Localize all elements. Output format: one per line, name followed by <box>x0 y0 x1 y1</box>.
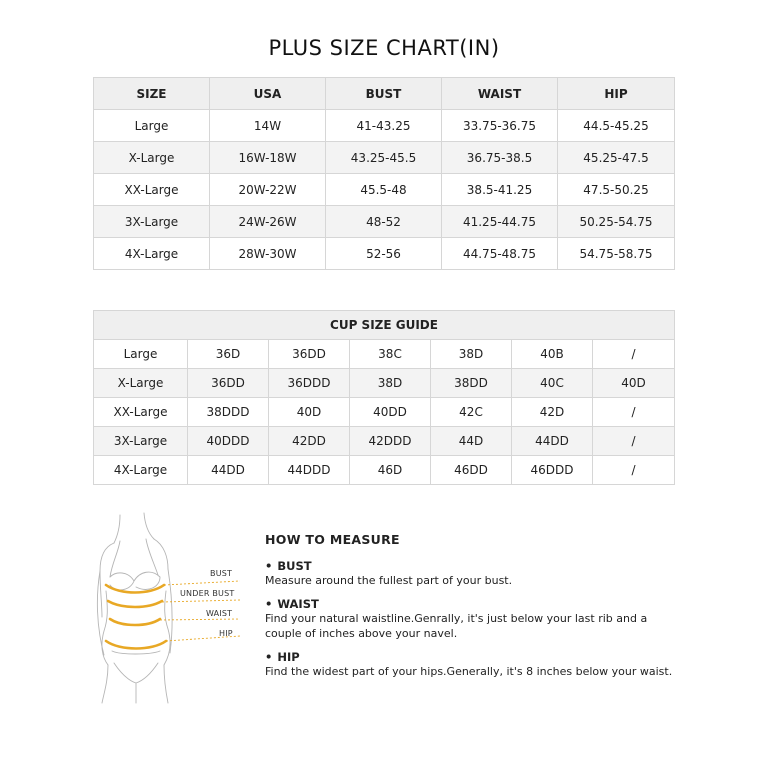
table-row <box>94 427 675 456</box>
bullet-icon: • <box>265 650 273 664</box>
bullet-icon: • <box>265 597 273 611</box>
table-cell: / <box>593 456 675 485</box>
table-cell: 42D <box>512 398 593 427</box>
table-cell: Large <box>94 340 188 369</box>
measure-title: HIP <box>277 650 300 664</box>
table-cell: / <box>593 398 675 427</box>
table-cell: 38D <box>350 369 431 398</box>
table-row <box>94 142 675 174</box>
table-cell: 45.5-48 <box>326 174 442 206</box>
table-cell: 36DDD <box>269 369 350 398</box>
table-row <box>94 398 675 427</box>
column-header-bust: BUST <box>326 78 442 110</box>
table-row <box>94 369 675 398</box>
table-cell: 38C <box>350 340 431 369</box>
measure-description: Find the widest part of your hips.Generally, it's 8 inches below your waist. <box>265 665 673 678</box>
cup-size-caption-row <box>94 311 675 340</box>
measure-item-waist <box>265 597 685 641</box>
hip-label: HIP <box>219 629 233 638</box>
page-title: PLUS SIZE CHART(IN) <box>268 36 500 60</box>
measure-title: WAIST <box>277 597 319 611</box>
measure-item-hip <box>265 650 685 679</box>
table-cell: 4X-Large <box>94 238 210 270</box>
table-cell: 45.25-47.5 <box>558 142 675 174</box>
table-cell: 3X-Large <box>94 206 210 238</box>
table-row <box>94 174 675 206</box>
table-row <box>94 110 675 142</box>
cup-size-table <box>93 310 675 485</box>
table-cell: XX-Large <box>94 398 188 427</box>
table-cell: 42DDD <box>350 427 431 456</box>
table-row <box>94 340 675 369</box>
table-cell: 38D <box>431 340 512 369</box>
table-cell: 43.25-45.5 <box>326 142 442 174</box>
table-cell: / <box>593 340 675 369</box>
table-cell: 44D <box>431 427 512 456</box>
column-header-usa: USA <box>210 78 326 110</box>
table-cell: 40D <box>269 398 350 427</box>
table-cell: 41.25-44.75 <box>442 206 558 238</box>
table-cell: 38.5-41.25 <box>442 174 558 206</box>
table-cell: 36.75-38.5 <box>442 142 558 174</box>
table-cell: 40D <box>593 369 675 398</box>
table-cell: 36DD <box>269 340 350 369</box>
table-cell: 44.5-45.25 <box>558 110 675 142</box>
column-header-size: SIZE <box>94 78 210 110</box>
cup-size-caption: CUP SIZE GUIDE <box>94 311 675 340</box>
table-cell: 54.75-58.75 <box>558 238 675 270</box>
body-measurement-figure <box>90 505 240 705</box>
how-to-measure-section <box>265 532 685 688</box>
bust-label: BUST <box>210 569 233 578</box>
bullet-icon: • <box>265 559 273 573</box>
table-cell: 52-56 <box>326 238 442 270</box>
body-silhouette-icon <box>90 505 240 705</box>
table-cell: 44DD <box>512 427 593 456</box>
table-cell: 44.75-48.75 <box>442 238 558 270</box>
how-to-measure-heading: HOW TO MEASURE <box>265 532 400 547</box>
table-cell: 36DD <box>188 369 269 398</box>
table-cell: 42C <box>431 398 512 427</box>
table-cell: 36D <box>188 340 269 369</box>
table-cell: 20W-22W <box>210 174 326 206</box>
table-row <box>94 456 675 485</box>
table-cell: 28W-30W <box>210 238 326 270</box>
table-cell: 42DD <box>269 427 350 456</box>
table-row <box>94 206 675 238</box>
table-cell: 44DD <box>188 456 269 485</box>
table-cell: 40DD <box>350 398 431 427</box>
table-cell: 38DDD <box>188 398 269 427</box>
measure-item-bust <box>265 559 685 588</box>
table-cell: / <box>593 427 675 456</box>
table-cell: 16W-18W <box>210 142 326 174</box>
table-cell: 46D <box>350 456 431 485</box>
table-cell: XX-Large <box>94 174 210 206</box>
table-cell: 40DDD <box>188 427 269 456</box>
table-cell: 47.5-50.25 <box>558 174 675 206</box>
table-cell: 40C <box>512 369 593 398</box>
table-cell: X-Large <box>94 142 210 174</box>
table-cell: 38DD <box>431 369 512 398</box>
table-cell: X-Large <box>94 369 188 398</box>
table-cell: 50.25-54.75 <box>558 206 675 238</box>
measure-description: Measure around the fullest part of your bust. <box>265 574 513 587</box>
size-chart-table <box>93 77 675 270</box>
table-cell: 41-43.25 <box>326 110 442 142</box>
table-cell: Large <box>94 110 210 142</box>
measure-title: BUST <box>277 559 312 573</box>
table-cell: 40B <box>512 340 593 369</box>
table-cell: 46DDD <box>512 456 593 485</box>
under-bust-label: UNDER BUST <box>180 589 235 598</box>
table-row <box>94 238 675 270</box>
table-cell: 14W <box>210 110 326 142</box>
column-header-waist: WAIST <box>442 78 558 110</box>
size-chart-header-row <box>94 78 675 110</box>
column-header-hip: HIP <box>558 78 675 110</box>
table-cell: 44DDD <box>269 456 350 485</box>
table-cell: 24W-26W <box>210 206 326 238</box>
measure-description: Find your natural waistline.Genrally, it's just below your last rib and a couple of inches above your navel. <box>265 612 648 640</box>
table-cell: 33.75-36.75 <box>442 110 558 142</box>
table-cell: 46DD <box>431 456 512 485</box>
table-cell: 3X-Large <box>94 427 188 456</box>
waist-label: WAIST <box>206 609 233 618</box>
table-cell: 48-52 <box>326 206 442 238</box>
table-cell: 4X-Large <box>94 456 188 485</box>
